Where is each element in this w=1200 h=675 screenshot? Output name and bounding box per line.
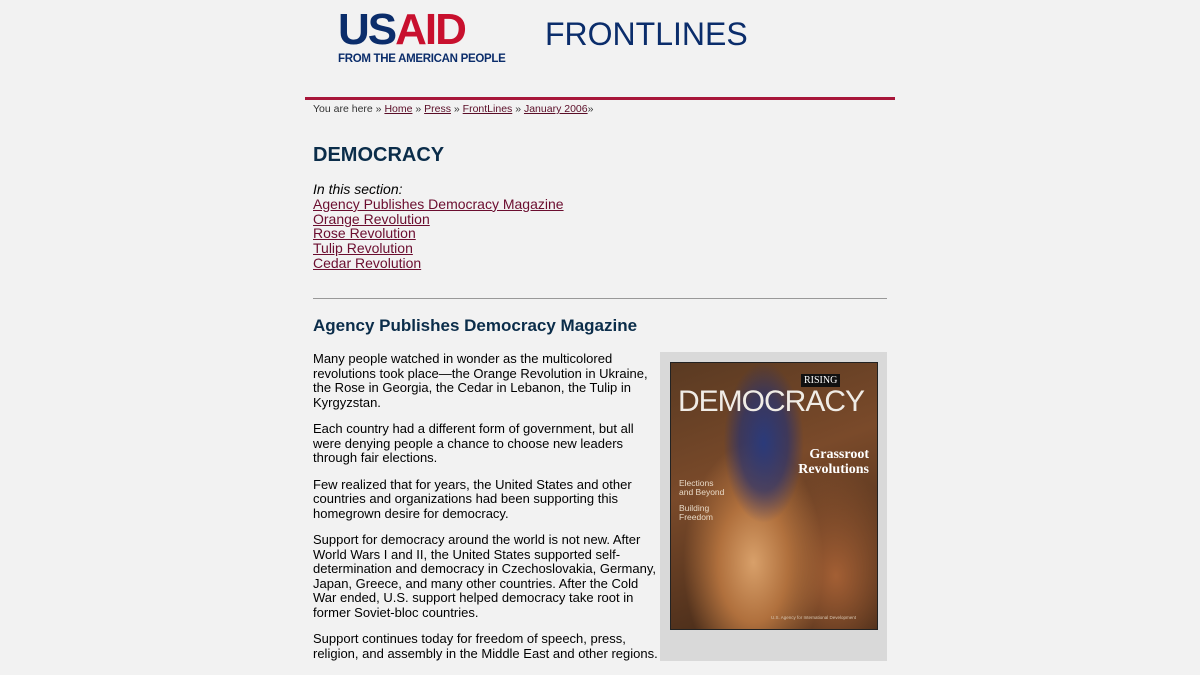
magazine-cover-frame bbox=[660, 352, 887, 661]
section-link-democracy-magazine[interactable]: Agency Publishes Democracy Magazine bbox=[313, 195, 564, 212]
article-paragraph: Support continues today for freedom of speech, press, religion, and assembly in the Middle East and other regions. bbox=[313, 631, 658, 661]
breadcrumb-frontlines-link[interactable]: FrontLines bbox=[462, 103, 513, 115]
page-title: DEMOCRACY bbox=[313, 144, 445, 166]
section-divider bbox=[313, 298, 887, 299]
logo-tagline: FROM THE AMERICAN PEOPLE bbox=[338, 53, 506, 65]
cover-headline bbox=[798, 447, 869, 477]
section-link-rose-revolution[interactable]: Rose Revolution bbox=[313, 225, 416, 242]
cover-headline-line: Grassroot bbox=[809, 447, 869, 462]
cover-side-line: Freedom bbox=[679, 512, 714, 522]
cover-democracy-title: DEMOCRACY bbox=[678, 385, 865, 418]
site-header bbox=[305, 0, 895, 100]
breadcrumb-separator: » bbox=[453, 103, 460, 115]
breadcrumb-separator: » bbox=[515, 103, 522, 115]
section-nav bbox=[313, 182, 564, 271]
usaid-logo[interactable] bbox=[338, 5, 506, 65]
in-section-label: In this section: bbox=[313, 181, 403, 197]
logo-wordmark bbox=[338, 5, 505, 54]
section-link-cedar-revolution[interactable]: Cedar Revolution bbox=[313, 254, 422, 271]
logo-us: US bbox=[338, 5, 396, 54]
magazine-cover-image bbox=[670, 362, 878, 630]
article-paragraph: Each country had a different form of government, but all were denying people a chance to choose new leaders through fair elections. bbox=[313, 421, 634, 465]
section-link-orange-revolution[interactable]: Orange Revolution bbox=[313, 210, 430, 227]
breadcrumb bbox=[313, 103, 593, 115]
article-paragraph: Support for democracy around the world is not new. After World Wars I and II, the United States supported self-determination and democracy in Czechoslovakia, Germany, Japan, Greece, and many other countries. After the Cold War ended, U.S. support helped democracy take root in former Soviet-bloc countries. bbox=[313, 532, 656, 620]
cover-side-line: and Beyond bbox=[679, 487, 725, 497]
breadcrumb-january-2006-link[interactable]: January 2006 bbox=[523, 103, 588, 115]
breadcrumb-separator: » bbox=[415, 103, 422, 115]
breadcrumb-press-link[interactable]: Press bbox=[424, 103, 451, 115]
breadcrumb-home-link[interactable]: Home bbox=[384, 103, 413, 115]
cover-footer: U.S. Agency for International Development bbox=[771, 615, 857, 620]
header-divider bbox=[305, 97, 895, 100]
cover-side-text bbox=[679, 479, 724, 497]
breadcrumb-separator: » bbox=[587, 103, 594, 115]
article-title: Agency Publishes Democracy Magazine bbox=[313, 316, 638, 335]
breadcrumb-prefix: You are here bbox=[313, 103, 373, 115]
logo-aid: AID bbox=[395, 5, 465, 54]
article-body bbox=[313, 352, 663, 673]
cover-headline-line: Revolutions bbox=[798, 462, 869, 477]
article-paragraph: Many people watched in wonder as the multicolored revolutions took place—the Orange Revolution in Ukraine, the Rose in Georgia, the Cedar in Lebanon, the Tulip in Kyrgyzstan. bbox=[313, 351, 648, 410]
cover-side-text bbox=[679, 504, 713, 522]
article-paragraph: Few realized that for years, the United States and other countries and organizations had been supporting this homegrown desire for democracy. bbox=[313, 476, 632, 521]
breadcrumb-separator: » bbox=[375, 103, 382, 115]
cover-rising-label: RISING bbox=[801, 374, 840, 387]
publication-title: FRONTLINES bbox=[545, 16, 748, 52]
section-link-tulip-revolution[interactable]: Tulip Revolution bbox=[313, 240, 413, 257]
cover-side-line: Building bbox=[679, 503, 710, 513]
cover-side-line: Elections bbox=[679, 478, 714, 488]
